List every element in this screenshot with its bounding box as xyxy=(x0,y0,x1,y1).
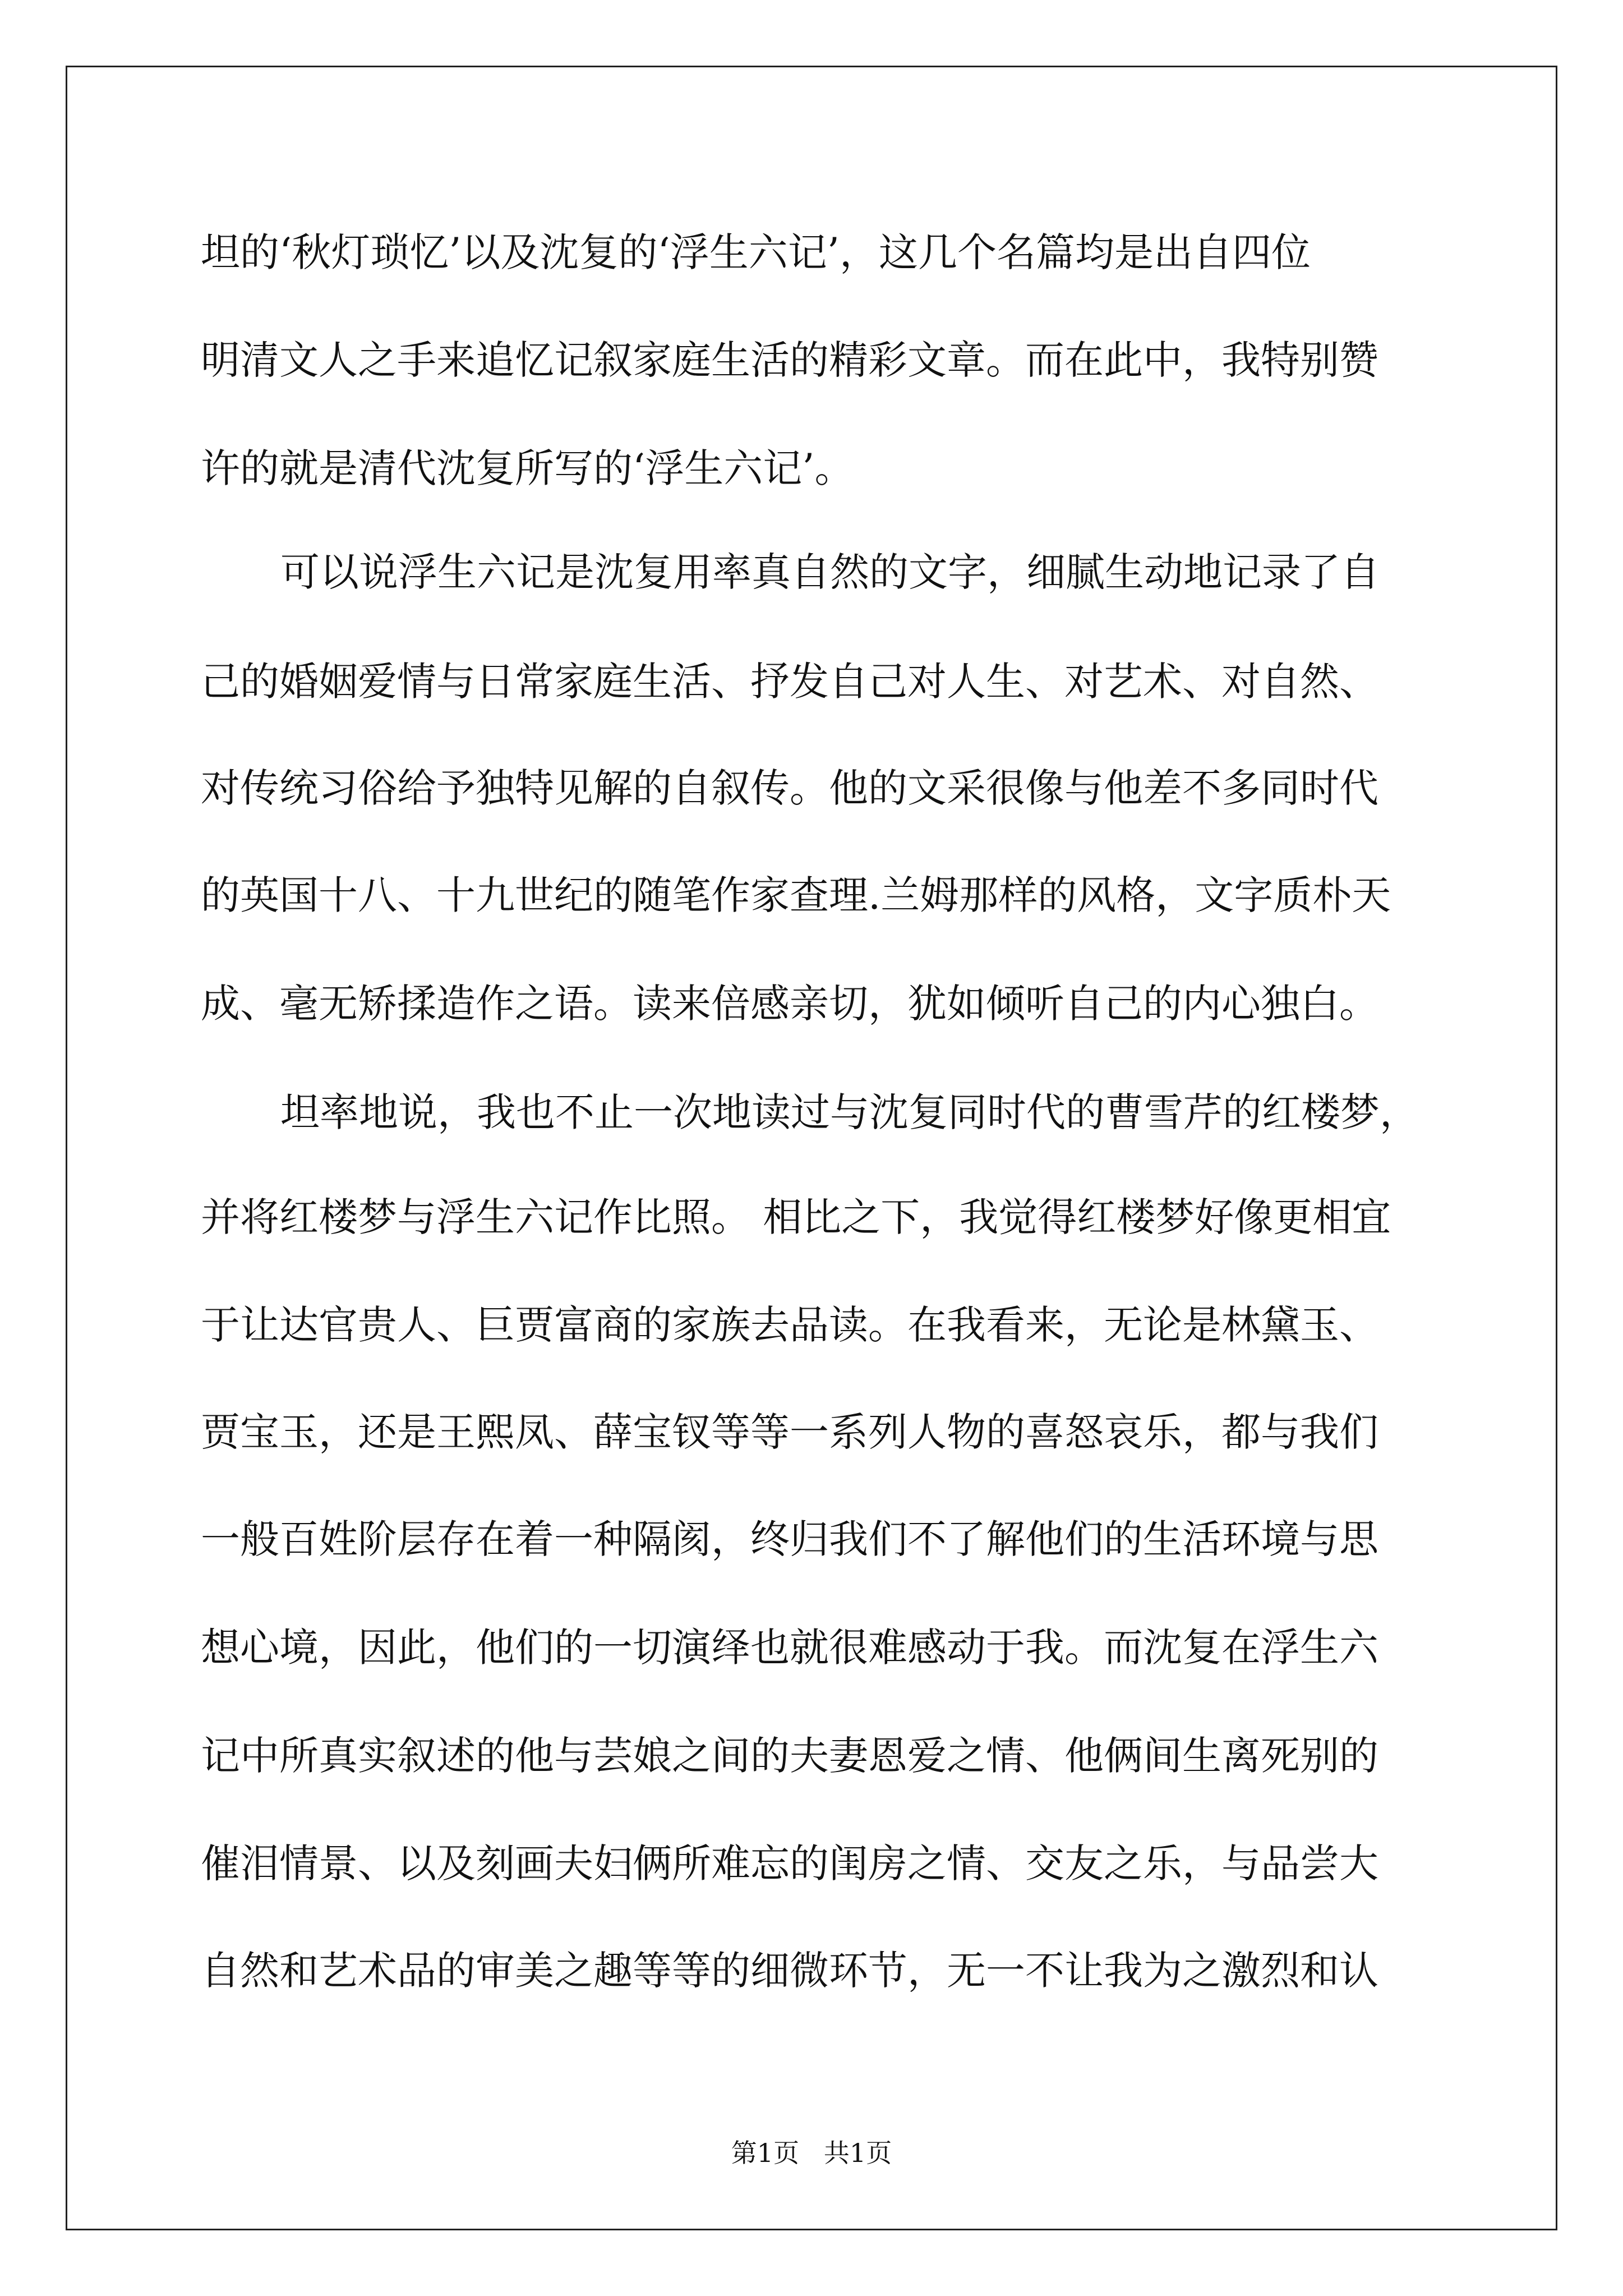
text-line: 己的婚姻爱情与日常家庭生活、抒发自己对人生、对艺术、对自然、 xyxy=(201,659,1378,705)
text-line: 于让达官贵人、巨贾富商的家族去品读。在我看来，无论是林黛玉、 xyxy=(201,1302,1378,1348)
text-line: 贾宝玉，还是王熙凤、薛宝钗等等一系列人物的喜怒哀乐，都与我们 xyxy=(201,1409,1378,1455)
text-line: 催泪情景、以及刻画夫妇俩所难忘的闺房之情、交友之乐，与品尝大 xyxy=(201,1841,1378,1887)
text-line: 自然和艺术品的审美之趣等等的细微环节，无一不让我为之激烈和认 xyxy=(201,1948,1378,1994)
text-line: 成、毫无矫揉造作之语。读来倍感亲切，犹如倾听自己的内心独白。 xyxy=(201,981,1378,1027)
text-line: 对传统习俗给予独特见解的自叙传。他的文采很像与他差不多同时代 xyxy=(201,765,1378,811)
page-border xyxy=(66,66,1557,2230)
text-line: 明清文人之手来追忆记叙家庭生活的精彩文章。而在此中，我特别赞 xyxy=(201,337,1378,383)
text-line: 的英国十八、十九世纪的随笔作家查理.兰姆那样的风格，文字质朴天 xyxy=(201,872,1391,918)
paragraph-start-line: 可以说浮生六记是沈复用率真自然的文字，细腻生动地记录了自 xyxy=(280,549,1380,595)
text-line: 许的就是清代沈复所写的‘浮生六记’。 xyxy=(201,445,854,491)
paragraph-start-line: 坦率地说，我也不止一次地读过与沈复同时代的曹雪芹的红楼梦， xyxy=(280,1089,1419,1135)
text-line: 记中所真实叙述的他与芸娘之间的夫妻恩爱之情、他俩间生离死别的 xyxy=(201,1733,1378,1779)
page-number-footer: 第1页 共1页 xyxy=(731,2138,892,2168)
text-line: 坦的‘秋灯琐忆’以及沈复的‘浮生六记’，这几个名篇均是出自四位 xyxy=(201,229,1311,275)
text-line: 并将红楼梦与浮生六记作比照。 相比之下，我觉得红楼梦好像更相宜 xyxy=(201,1194,1391,1240)
text-line: 想心境，因此，他们的一切演绎也就很难感动于我。而沈复在浮生六 xyxy=(201,1625,1378,1671)
text-line: 一般百姓阶层存在着一种隔阂，终归我们不了解他们的生活环境与思 xyxy=(201,1516,1378,1562)
